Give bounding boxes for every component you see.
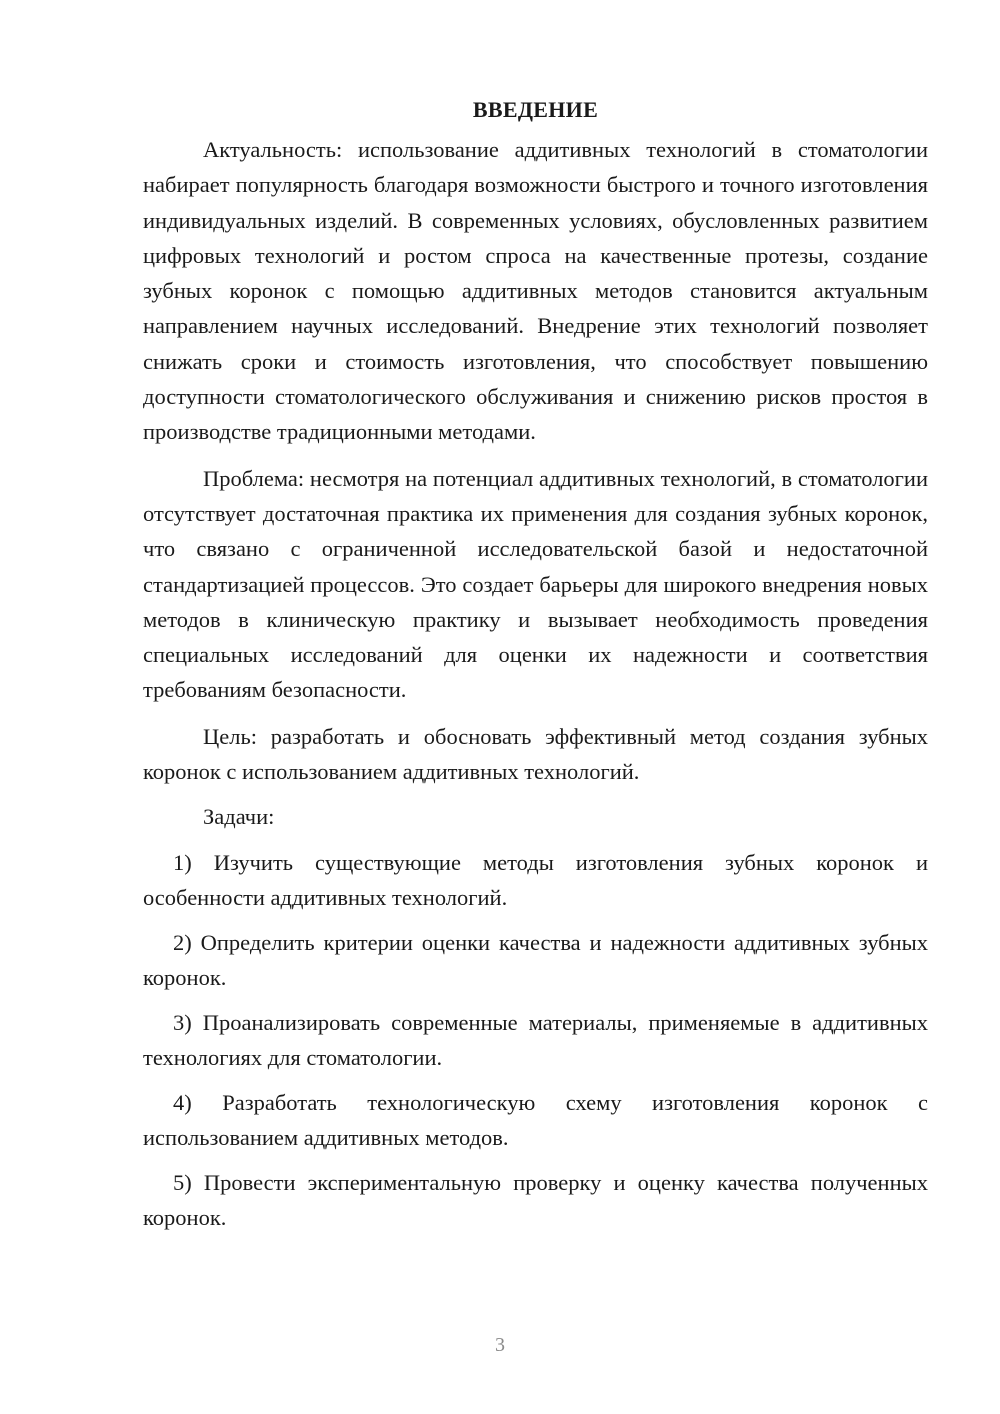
task-item-3: 3) Проанализировать современные материалы, применяемые в аддитивных технологиях для стоматологии. [143, 1010, 928, 1071]
task-item-5: 5) Провести экспериментальную проверку и оценку качества полученных коронок. [143, 1170, 928, 1231]
document-page [143, 96, 928, 1245]
paragraph-goal: Цель: разработать и обосновать эффективный метод создания зубных коронок с использованием аддитивных технологий. [143, 723, 928, 785]
section-heading: ВВЕДЕНИЕ [472, 97, 599, 122]
paragraph-problem: Проблема: несмотря на потенциал аддитивных технологий, в стоматологии отсутствует достаточная практика их применения для создания зубных коронок, что связано с ограниченной исследовательской базой и недостаточной стандартизацией процессов. Это создает барьеры для широкого внедрения новых методов в клиническую практику и вызывает необходимость проведения специальных исследований для оценки их надежности и соответствия требованиям безопасности. [143, 465, 928, 703]
task-item-1: 1) Изучить существующие методы изготовления зубных коронок и особенности аддитивных технологий. [143, 850, 928, 911]
paragraph-relevance: Актуальность: использование аддитивных технологий в стоматологии набирает популярность благодаря возможности быстрого и точного изготовления индивидуальных изделий. В современных условиях, обусловленных развитием цифровых технологий и ростом спроса на качественные протезы, создание зубных коронок с помощью аддитивных методов становится актуальным направлением научных исследований. Внедрение этих технологий позволяет снижать сроки и стоимость изготовления, что способствует повышению доступности стоматологического обслуживания и снижению рисков простоя в производстве традиционными методами. [143, 137, 928, 445]
tasks-label: Задачи: [203, 804, 275, 830]
page-number: 3 [495, 1334, 505, 1356]
task-item-2: 2) Определить критерии оценки качества и надежности аддитивных зубных коронок. [143, 930, 928, 991]
task-item-4: 4) Разработать технологическую схему изготовления коронок с использованием аддитивных методов. [143, 1090, 928, 1151]
